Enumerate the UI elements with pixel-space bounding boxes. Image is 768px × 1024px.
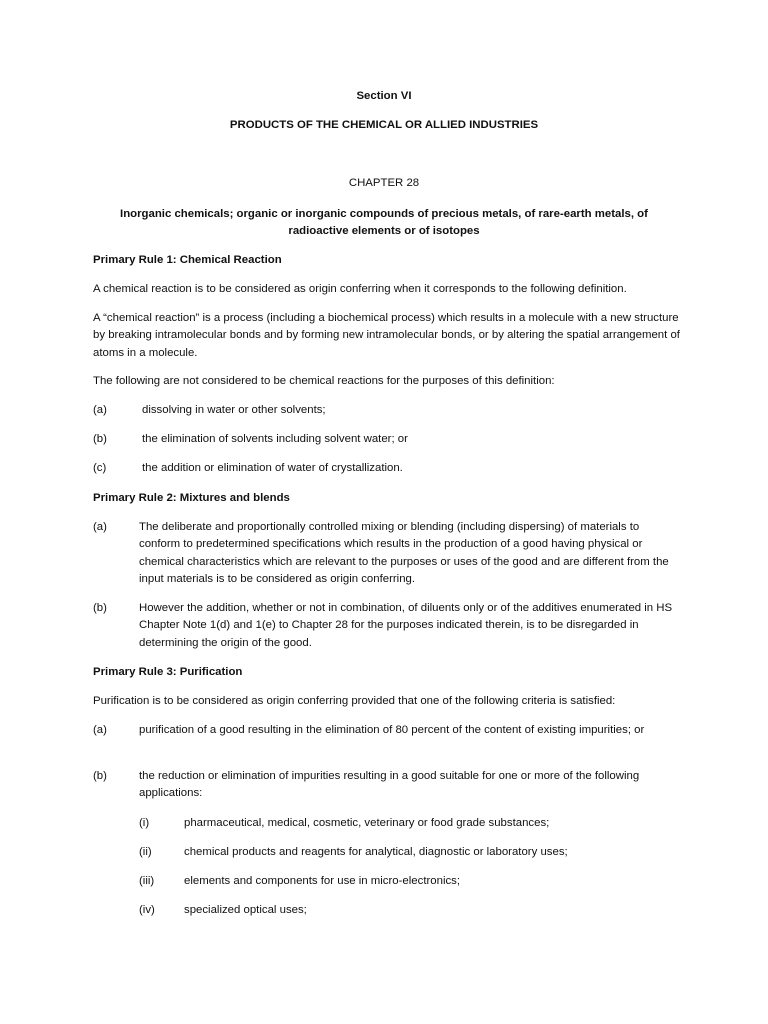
rule3-para1: Purification is to be considered as origin conferring provided that one of the following criteria is satisfied:: [93, 695, 616, 707]
rule1-heading: Primary Rule 1: Chemical Reaction: [93, 254, 282, 266]
rule3-subitem-text: chemical products and reagents for analytical, diagnostic or laboratory uses;: [184, 846, 568, 858]
rule3-heading: Primary Rule 3: Purification: [93, 666, 243, 678]
rule2-item-text: However the addition, whether or not in combination, of diluents only or of the additives enumerated in HS Chapter Note 1(d) and 1(e) to Chapter 28 for the purposes indicated therein, is to be disregarded in determining the origin of the good.: [139, 602, 673, 649]
rule1-item-label: (c): [93, 462, 107, 474]
rule1-para1: A chemical reaction is to be considered as origin conferring when it corresponds to the following definition.: [93, 283, 627, 295]
rule1-item-text: the elimination of solvents including solvent water; or: [142, 433, 408, 445]
rule2-item-label: (b): [93, 602, 107, 614]
chapter-title: Inorganic chemicals; organic or inorganic compounds of precious metals, of rare-earth metals, of radioactive elements or of isotopes: [120, 208, 648, 238]
rule2-item-text: The deliberate and proportionally controlled mixing or blending (including dispersing) of materials to conform to predetermined specifications which results in the production of a good having physical or chemical characteristics which are relevant to the purposes or uses of the good and are different from the input materials is to be considered as origin conferring.: [139, 521, 669, 585]
rule3-subitem-text: specialized optical uses;: [184, 904, 307, 916]
rule3-subitem-label: (ii): [139, 846, 152, 858]
section-title: Section VI: [356, 90, 412, 102]
rule1-item-label: (a): [93, 404, 107, 416]
rule1-para3: The following are not considered to be chemical reactions for the purposes of this definition:: [93, 375, 555, 387]
rule3-item-label: (a): [93, 724, 107, 736]
rule1-item-text: the addition or elimination of water of crystallization.: [142, 462, 403, 474]
chapter-number: CHAPTER 28: [348, 177, 420, 189]
rule1-para2: A “chemical reaction” is a process (including a biochemical process) which results in a molecule with a new structure by breaking intramolecular bonds and by forming new intramolecular bonds, or by altering the spatial arrangement of atoms in a molecule.: [93, 312, 680, 359]
rule3-subitem-label: (i): [139, 817, 150, 829]
rule1-item-text: dissolving in water or other solvents;: [142, 404, 326, 416]
section-subtitle: PRODUCTS OF THE CHEMICAL OR ALLIED INDUSTRIES: [229, 119, 539, 131]
rule3-item-label: (b): [93, 770, 107, 782]
rule3-item-text: the reduction or elimination of impurities resulting in a good suitable for one or more of the following applications:: [139, 770, 640, 800]
rule3-subitem-text: pharmaceutical, medical, cosmetic, veterinary or food grade substances;: [184, 817, 550, 829]
rule3-item-text: purification of a good resulting in the elimination of 80 percent of the content of existing impurities; or: [139, 724, 645, 736]
rule2-heading: Primary Rule 2: Mixtures and blends: [93, 492, 290, 504]
rule3-subitem-text: elements and components for use in micro-electronics;: [184, 875, 461, 887]
rule3-subitem-label: (iii): [139, 875, 155, 887]
rule3-subitem-label: (iv): [139, 904, 155, 916]
rule1-item-label: (b): [93, 433, 107, 445]
rule2-item-label: (a): [93, 521, 107, 533]
